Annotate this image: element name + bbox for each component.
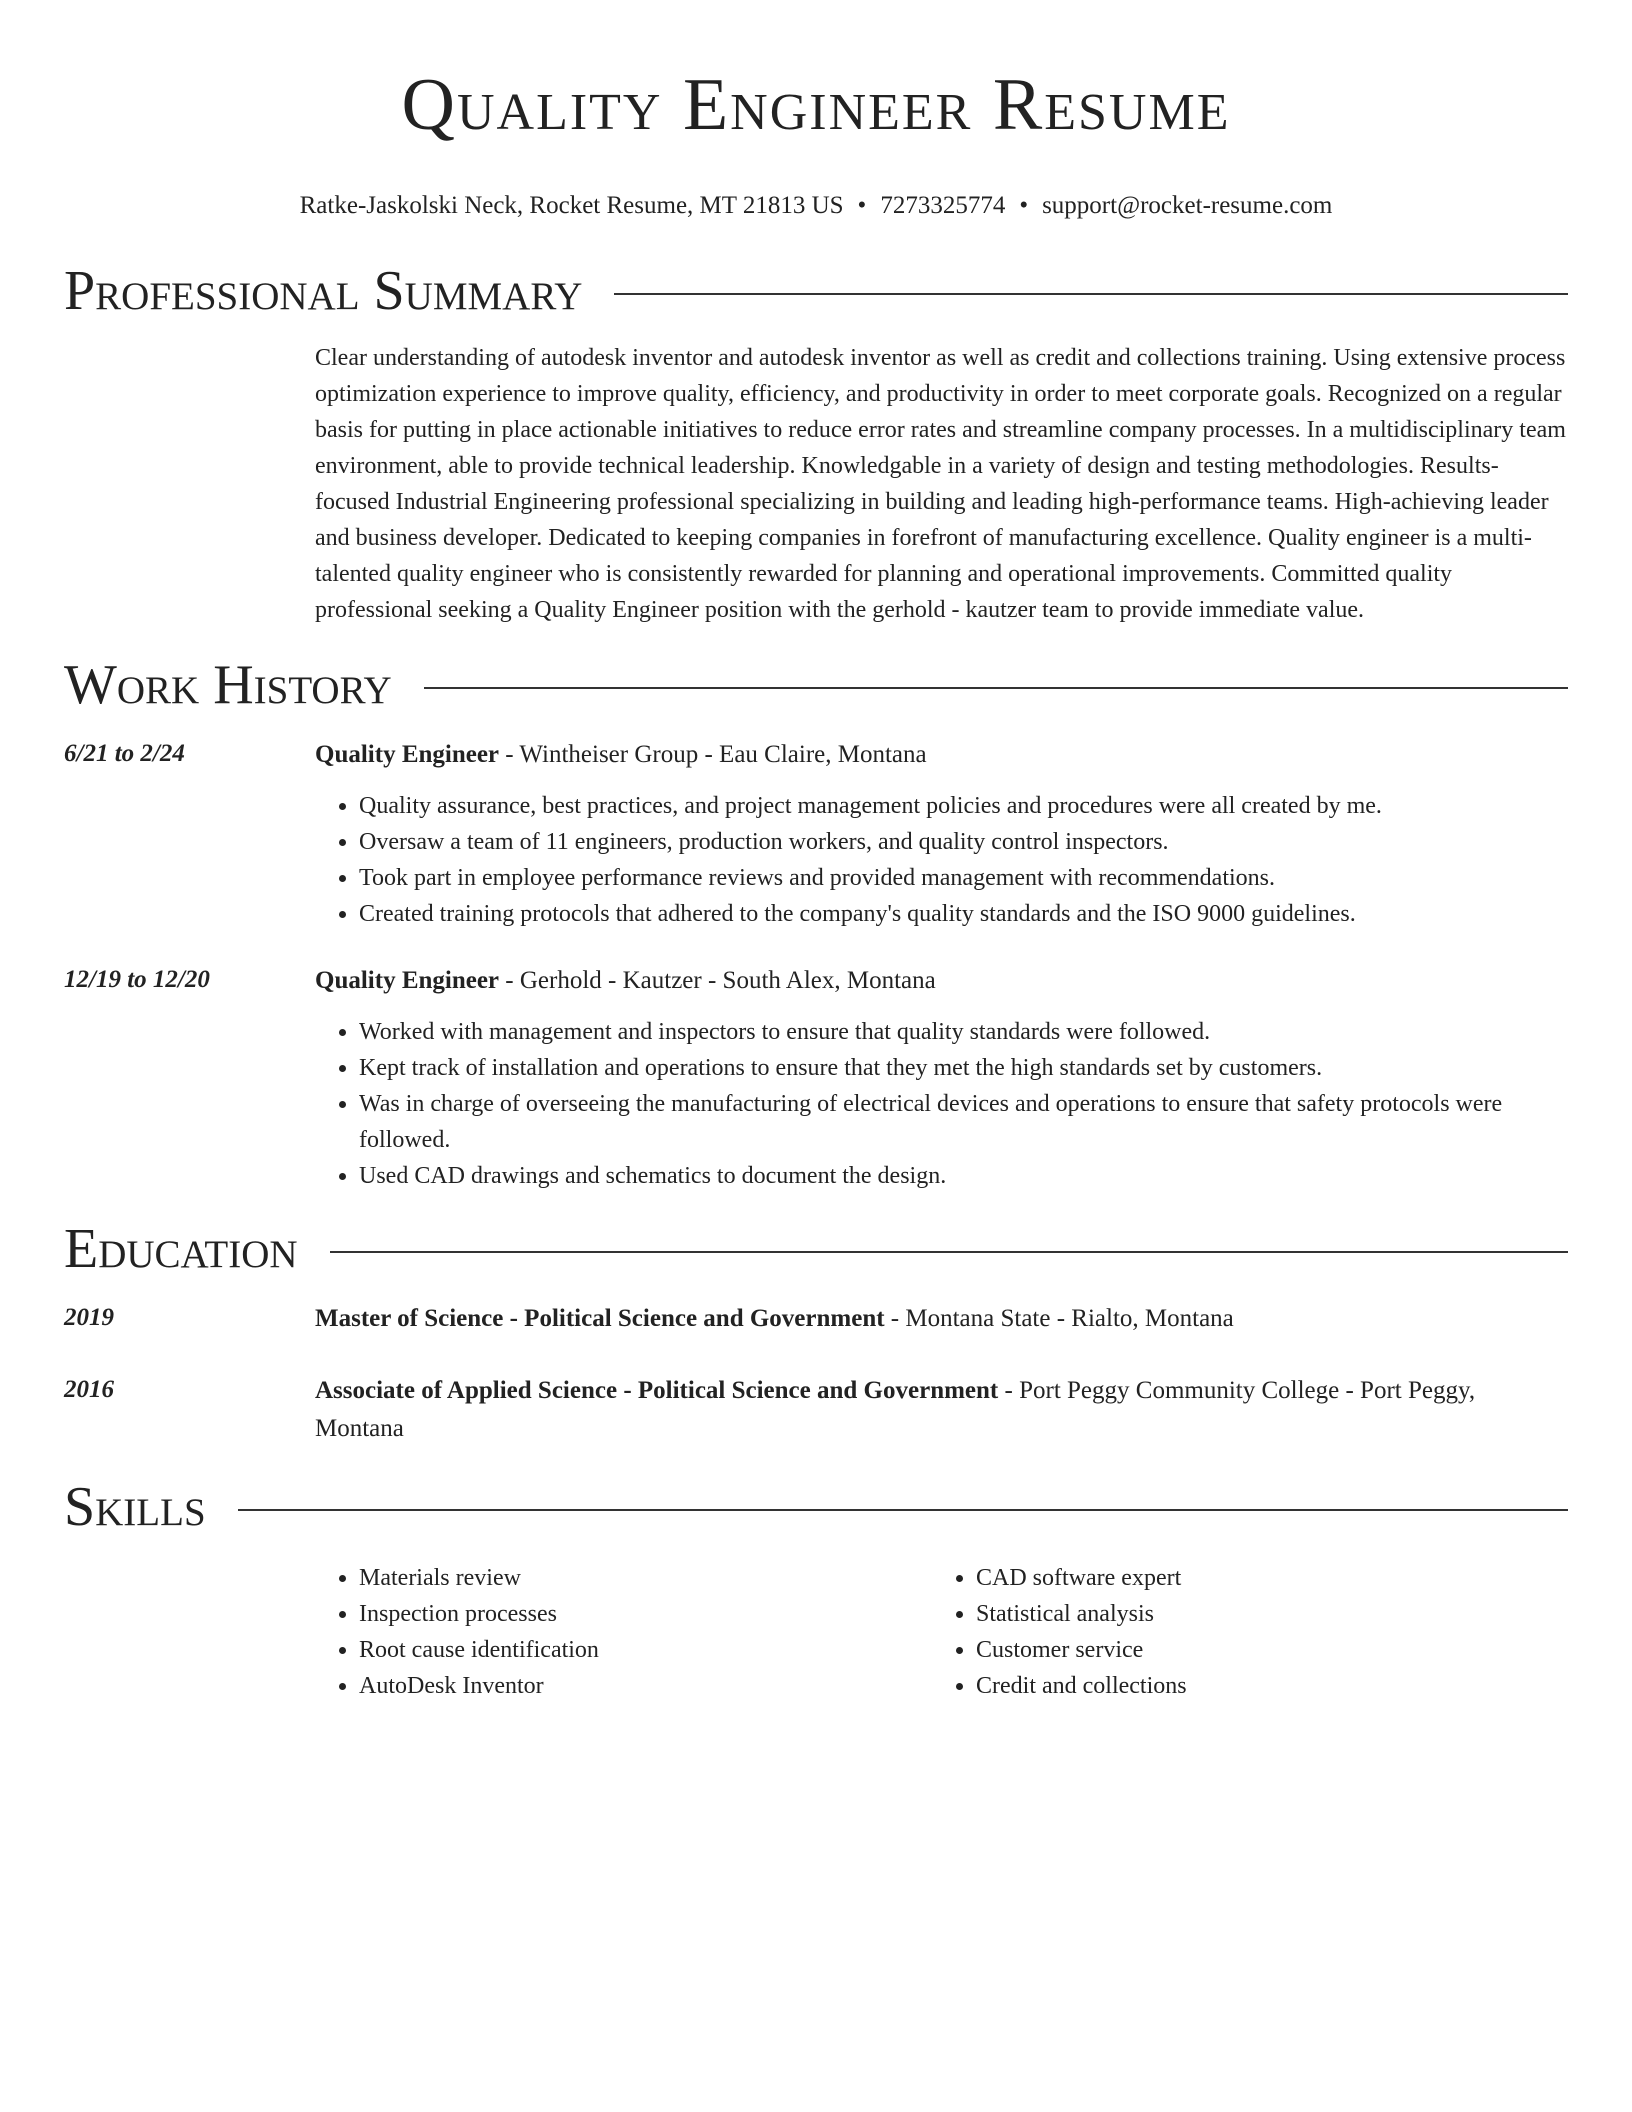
education-details: [315, 1300, 1568, 1338]
summary-row: [64, 340, 1568, 628]
contact-line: [64, 190, 1568, 222]
education-section-header: [64, 1214, 1568, 1284]
skill-item: • Customer service: [976, 1632, 1549, 1668]
contact-email: support@rocket-resume.com: [1042, 192, 1333, 219]
job-details: [315, 736, 1568, 932]
separator-dot: •: [857, 192, 867, 219]
job-entry: [64, 736, 1568, 932]
section-divider: [424, 687, 1568, 689]
section-divider: [330, 1251, 1568, 1253]
skills-column-right: [932, 1560, 1549, 1704]
skills-heading: Skills: [64, 1476, 206, 1538]
job-bullet: • Quality assurance, best practices, and project management policies and procedures were all created by me.: [359, 788, 1568, 824]
skill-item: • CAD software expert: [976, 1560, 1549, 1596]
job-bullets: [315, 788, 1568, 932]
contact-phone: 7273325774: [880, 192, 1006, 219]
job-bullets: [315, 1014, 1568, 1194]
job-bullet: • Was in charge of overseeing the manufacturing of electrical devices and operations to ensure that safety protocols were followed.: [359, 1086, 1568, 1158]
job-title-line: [315, 962, 1568, 1000]
skills-left-spacer: [64, 1560, 315, 1704]
education-degree: Master of Science - Political Science and Government: [315, 1305, 885, 1332]
skills-list: [64, 1560, 1568, 1704]
job-bullet: • Kept track of installation and operations to ensure that they met the high standards set by customers.: [359, 1050, 1568, 1086]
job-title: Quality Engineer: [315, 967, 500, 994]
job-details: [315, 962, 1568, 1194]
contact-address: Ratke-Jaskolski Neck, Rocket Resume, MT 21813 US: [299, 192, 844, 219]
job-employer: - Gerhold - Kautzer - South Alex, Montana: [499, 967, 936, 994]
summary-text: Clear understanding of autodesk inventor and autodesk inventor as well as credit and collections training. Using extensive process optimization experience to improve quality, efficiency, and productivity in order to meet corporate goals. Recognized on a regular basis for putting in place actionable initiatives to reduce error rates and streamline company processes. In a multidisciplinary team environment, able to provide technical leadership. Knowledgable in a variety of design and testing methodologies. Results-focused Industrial Engineering professional specializing in building and leading high-performance teams. High-achieving leader and business developer. Dedicated to keeping companies in forefront of manufacturing excellence. Quality engineer is a multi-talented quality engineer who is consistently rewarded for planning and operational improvements. Committed quality professional seeking a Quality Engineer position with the gerhold - kautzer team to provide immediate value.: [315, 345, 1566, 623]
work-heading: Work History: [64, 654, 392, 716]
job-bullet: • Took part in employee performance reviews and provided management with recommendations.: [359, 860, 1568, 896]
job-bullet: • Worked with management and inspectors to ensure that quality standards were followed.: [359, 1014, 1568, 1050]
skill-item: • Root cause identification: [359, 1632, 932, 1668]
work-section-header: [64, 650, 1568, 720]
education-school: - Port Peggy Community College - Port Peggy, Montana: [315, 1377, 1476, 1442]
job-bullet: • Used CAD drawings and schematics to document the design.: [359, 1158, 1568, 1194]
education-heading: Education: [64, 1218, 298, 1280]
job-title-line: [315, 736, 1568, 774]
summary-heading: Professional Summary: [64, 260, 583, 322]
education-entry: [64, 1300, 1568, 1338]
skill-item: • Credit and collections: [976, 1668, 1549, 1704]
job-dates: 6/21 to 2/24: [64, 740, 185, 767]
summary-section-header: [64, 256, 1568, 326]
skill-item: • Statistical analysis: [976, 1596, 1549, 1632]
section-divider: [614, 293, 1568, 295]
job-entry: [64, 962, 1568, 1194]
skill-item: • Inspection processes: [359, 1596, 932, 1632]
education-year: 2016: [64, 1376, 114, 1403]
skill-item: • AutoDesk Inventor: [359, 1668, 932, 1704]
education-entry: [64, 1372, 1568, 1448]
education-details: [315, 1372, 1568, 1448]
page-title: Quality Engineer Resume: [401, 64, 1231, 146]
job-employer: - Wintheiser Group - Eau Claire, Montana: [499, 741, 927, 768]
job-dates: 12/19 to 12/20: [64, 966, 210, 993]
job-bullet: • Oversaw a team of 11 engineers, production workers, and quality control inspectors.: [359, 824, 1568, 860]
resume-page: [64, 0, 1568, 1704]
skills-column-left: [315, 1560, 932, 1704]
education-year: 2019: [64, 1304, 114, 1331]
education-school: - Montana State - Rialto, Montana: [884, 1305, 1234, 1332]
separator-dot: •: [1019, 192, 1029, 219]
section-divider: [238, 1509, 1568, 1511]
skill-item: • Materials review: [359, 1560, 932, 1596]
job-bullet: • Created training protocols that adhered to the company's quality standards and the ISO 9000 guidelines.: [359, 896, 1568, 932]
summary-left-spacer: [64, 340, 315, 628]
education-degree: Associate of Applied Science - Political Science and Government: [315, 1377, 999, 1404]
skills-section-header: [64, 1472, 1568, 1542]
job-title: Quality Engineer: [315, 741, 500, 768]
